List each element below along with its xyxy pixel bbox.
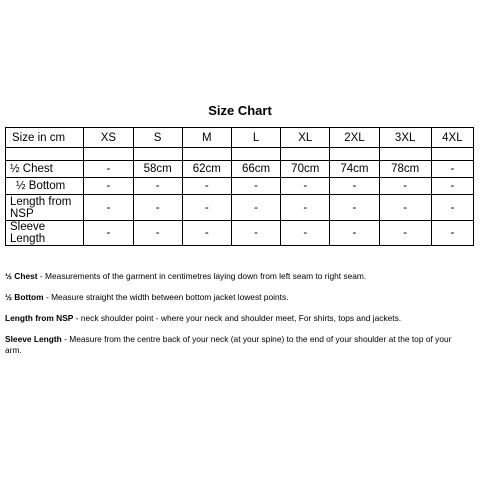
table-cell: -	[133, 221, 182, 246]
blank-cell	[133, 148, 182, 161]
note-chest	[5, 271, 470, 282]
row-label: ½ Bottom	[6, 178, 84, 195]
blank-cell	[231, 148, 280, 161]
header-label: Size in cm	[6, 128, 84, 148]
table-row-length	[6, 195, 474, 221]
size-header: S	[133, 128, 182, 148]
table-cell: -	[281, 195, 330, 221]
size-header: XS	[84, 128, 133, 148]
notes-section	[5, 271, 470, 366]
table-cell: -	[431, 161, 473, 178]
table-cell: -	[133, 195, 182, 221]
table-cell: -	[84, 178, 133, 195]
note-length	[5, 313, 470, 324]
table-cell: -	[182, 221, 231, 246]
note-text: - Measurements of the garment in centimetres laying down from left seam to right seam.	[37, 271, 367, 281]
note-text: - Measure from the centre back of your neck (at your spine) to the end of your shoulder at the top of your arm.	[5, 334, 452, 355]
table-cell: -	[84, 161, 133, 178]
note-text: - Measure straight the width between bottom jacket lowest points.	[43, 292, 289, 302]
table-cell: 58cm	[133, 161, 182, 178]
note-term: ½ Bottom	[5, 292, 44, 302]
row-label: Length from NSP	[6, 195, 84, 221]
note-term: Sleeve Length	[5, 334, 62, 344]
size-header: 4XL	[431, 128, 473, 148]
size-header: 3XL	[379, 128, 431, 148]
size-table	[5, 127, 474, 246]
table-cell: -	[231, 221, 280, 246]
blank-cell	[379, 148, 431, 161]
table-row-bottom	[6, 178, 474, 195]
table-cell: -	[281, 178, 330, 195]
table-cell: -	[330, 221, 379, 246]
note-sleeve	[5, 334, 470, 356]
size-header: 2XL	[330, 128, 379, 148]
table-cell: -	[84, 195, 133, 221]
table-cell: -	[330, 178, 379, 195]
table-cell: -	[133, 178, 182, 195]
size-header: L	[231, 128, 280, 148]
table-cell: -	[379, 178, 431, 195]
size-header: XL	[281, 128, 330, 148]
note-bottom	[5, 292, 470, 303]
table-cell: -	[379, 221, 431, 246]
row-label: Sleeve Length	[6, 221, 84, 246]
table-cell: -	[231, 178, 280, 195]
table-cell: -	[84, 221, 133, 246]
table-cell: 62cm	[182, 161, 231, 178]
table-cell: -	[431, 221, 473, 246]
blank-cell	[182, 148, 231, 161]
page-title: Size Chart	[208, 103, 272, 118]
table-cell: -	[431, 195, 473, 221]
table-cell: -	[231, 195, 280, 221]
note-term: Length from NSP	[5, 313, 74, 323]
table-cell: 74cm	[330, 161, 379, 178]
blank-cell	[6, 148, 84, 161]
blank-cell	[84, 148, 133, 161]
table-cell: -	[379, 195, 431, 221]
table-cell: -	[182, 178, 231, 195]
blank-cell	[330, 148, 379, 161]
table-row-sleeve	[6, 221, 474, 246]
table-cell: -	[330, 195, 379, 221]
table-cell: 70cm	[281, 161, 330, 178]
table-cell: 66cm	[231, 161, 280, 178]
note-text: - neck shoulder point - where your neck and shoulder meet, For shirts, tops and jackets.	[73, 313, 402, 323]
blank-cell	[281, 148, 330, 161]
table-cell: -	[431, 178, 473, 195]
blank-cell	[431, 148, 473, 161]
size-header: M	[182, 128, 231, 148]
row-label: ½ Chest	[6, 161, 84, 178]
table-cell: -	[281, 221, 330, 246]
blank-row	[6, 148, 474, 161]
table-cell: -	[182, 195, 231, 221]
table-header-row	[6, 128, 474, 148]
table-cell: 78cm	[379, 161, 431, 178]
table-row-chest	[6, 161, 474, 178]
note-term: ½ Chest	[5, 271, 38, 281]
